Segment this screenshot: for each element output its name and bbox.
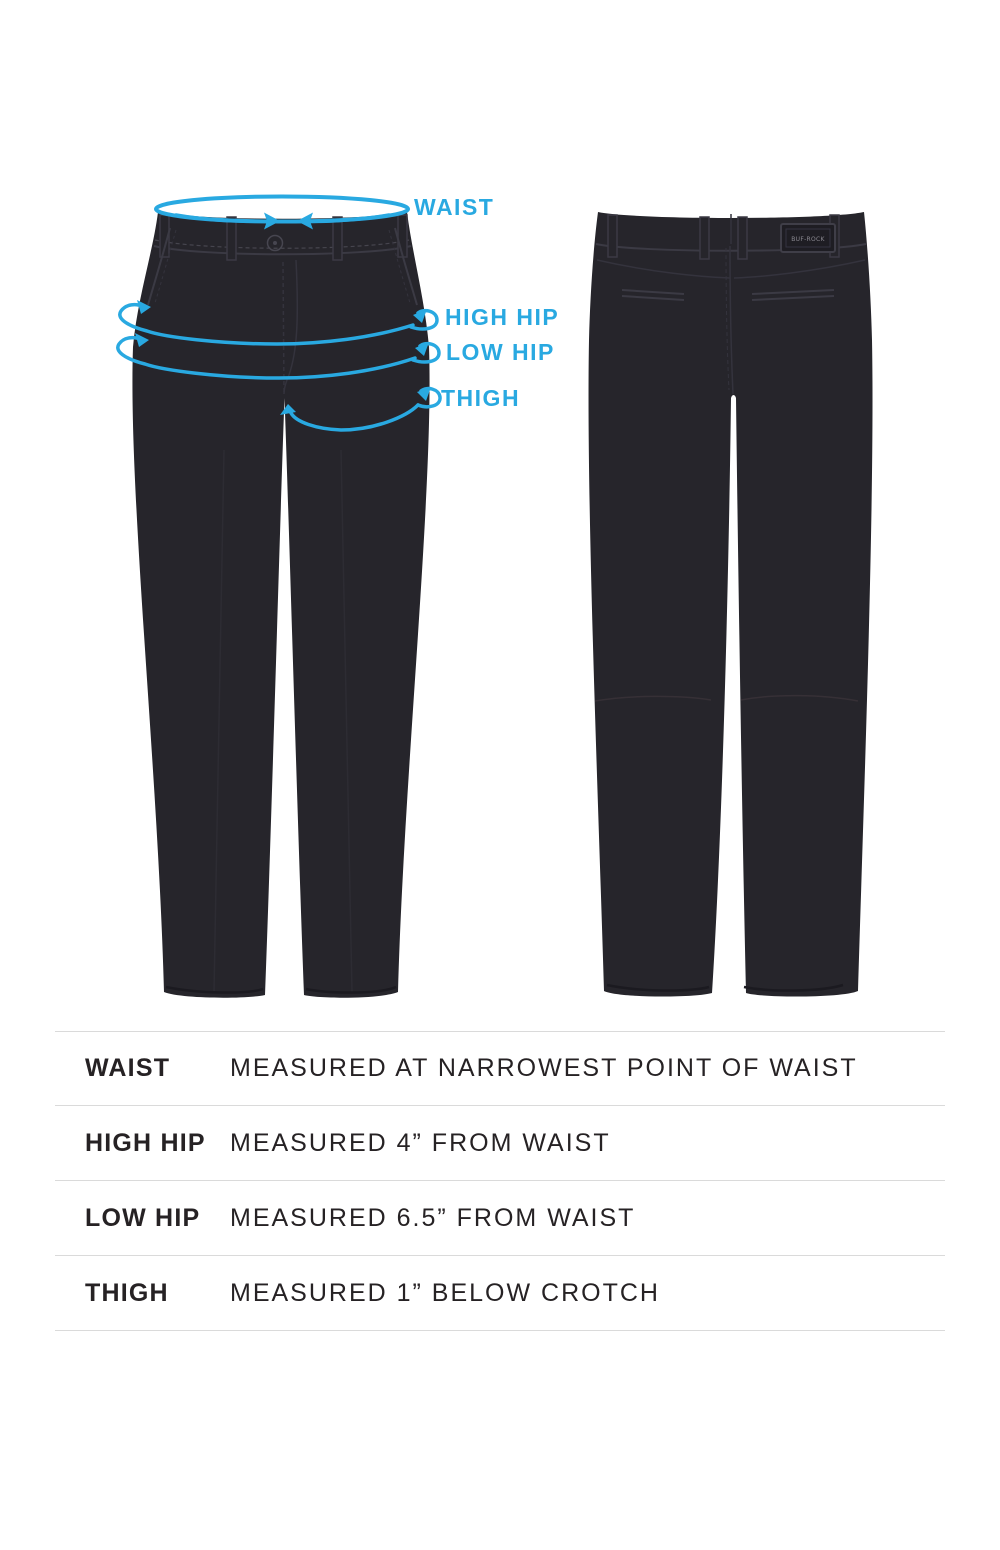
thigh-label: THIGH: [441, 385, 521, 411]
measurement-term: HIGH HIP: [85, 1128, 206, 1157]
measurement-term: THIGH: [85, 1278, 169, 1307]
measurement-row-thigh: [55, 1256, 945, 1331]
waist-label: WAIST: [414, 194, 495, 220]
measurement-term: WAIST: [85, 1054, 171, 1082]
high-hip-label: HIGH HIP: [445, 304, 560, 330]
measurement-row-low-hip: [55, 1181, 945, 1256]
front-pants-illustration: [132, 212, 429, 998]
back-pants-illustration: [589, 212, 873, 997]
measurement-row-waist: [55, 1031, 945, 1106]
measurement-row-high-hip: [55, 1106, 945, 1181]
measurement-term: LOW HIP: [85, 1203, 201, 1232]
front-pants-silhouette: [132, 212, 429, 998]
measurement-table: [55, 1031, 945, 1331]
low-hip-label: LOW HIP: [446, 339, 555, 365]
measurement-description: MEASURED AT NARROWEST POINT OF WAIST: [230, 1054, 858, 1082]
brand-patch-text: BUF-ROCK: [791, 236, 825, 243]
measurement-description: MEASURED 4” FROM WAIST: [230, 1128, 611, 1157]
brand-patch: [781, 224, 835, 252]
measurement-description: MEASURED 6.5” FROM WAIST: [230, 1203, 636, 1232]
front-button-hole: [273, 241, 277, 245]
measurement-description: MEASURED 1” BELOW CROTCH: [230, 1278, 660, 1307]
